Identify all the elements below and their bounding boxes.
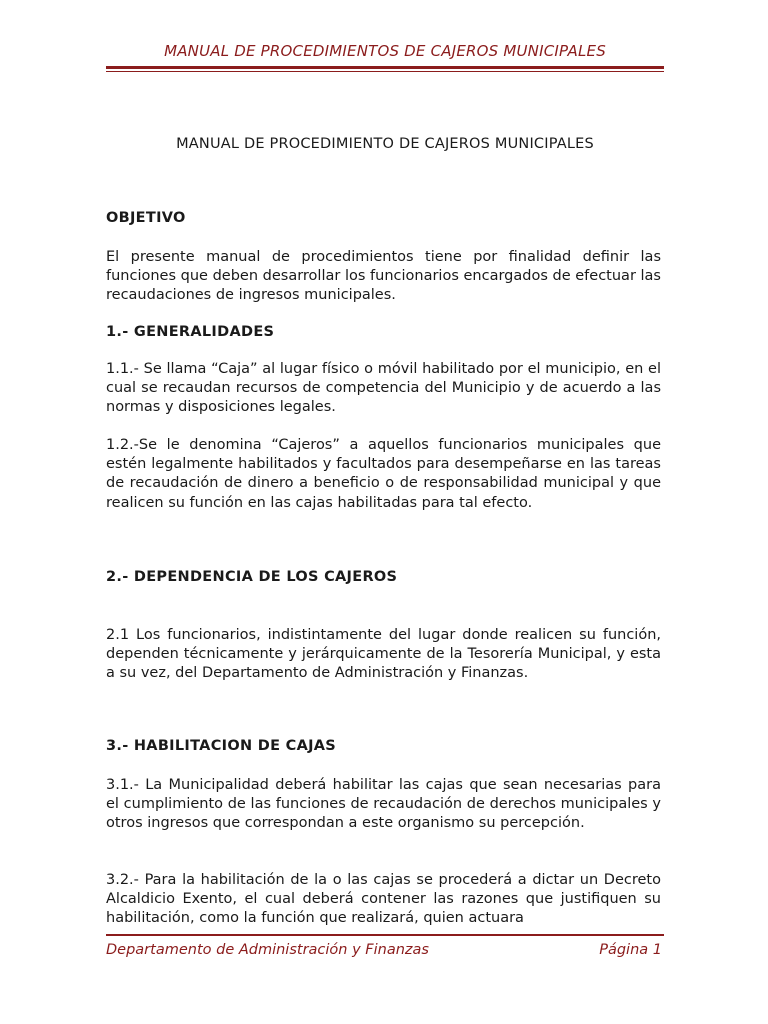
header-rule-thin	[106, 71, 664, 72]
section-heading-dependencia: 2.- DEPENDENCIA DE LOS CAJEROS	[106, 569, 398, 585]
section-heading-objetivo: OBJETIVO	[106, 210, 186, 226]
footer-rule	[106, 934, 664, 936]
paragraph-2-1: 2.1 Los funcionarios, indistintamente del lugar donde realicen su función, dependen técnicamente y jerárquicamente de la Tesorería Municipal, y esta a su vez, del Departamento de Administración y Finanzas.	[106, 627, 661, 682]
section-heading-habilitacion: 3.- HABILITACION DE CAJAS	[106, 738, 337, 754]
footer-page-number: Página 1	[599, 942, 662, 958]
paragraph-objetivo: El presente manual de procedimientos tiene por finalidad definir las funciones que deben desarrollar los funcionarios encargados de efectuar las recaudaciones de ingresos municipales.	[106, 249, 661, 304]
paragraph-3-1: 3.1.- La Municipalidad deberá habilitar las cajas que sean necesarias para el cumplimiento de las funciones de recaudación de derechos municipales y otros ingresos que correspondan a este organismo su percepción.	[106, 777, 661, 832]
header-rule-thick	[106, 66, 664, 69]
footer-department: Departamento de Administración y Finanzas	[106, 942, 429, 958]
paragraph-1-2: 1.2.-Se le denomina “Cajeros” a aquellos funcionarios municipales que estén legalmente habilitados y facultados para desempeñarse en las tareas de recaudación de dinero a beneficio o de responsabilidad municipal y que realicen su función en las cajas habilitadas para tal efecto.	[106, 437, 661, 511]
header-title: MANUAL DE PROCEDIMIENTOS DE CAJEROS MUNICIPALES	[164, 42, 606, 60]
paragraph-3-2: 3.2.- Para la habilitación de la o las cajas se procederá a dictar un Decreto Alcaldicio Exento, el cual deberá contener las razones que justifiquen su habilitación, como la función que realizará, quien actuara	[106, 872, 661, 927]
document-title: MANUAL DE PROCEDIMIENTO DE CAJEROS MUNICIPALES	[176, 136, 594, 152]
section-heading-generalidades: 1.- GENERALIDADES	[106, 324, 275, 340]
paragraph-1-1: 1.1.- Se llama “Caja” al lugar físico o móvil habilitado por el municipio, en el cual se recaudan recursos de competencia del Municipio y de acuerdo a las normas y disposiciones legales.	[106, 361, 661, 416]
